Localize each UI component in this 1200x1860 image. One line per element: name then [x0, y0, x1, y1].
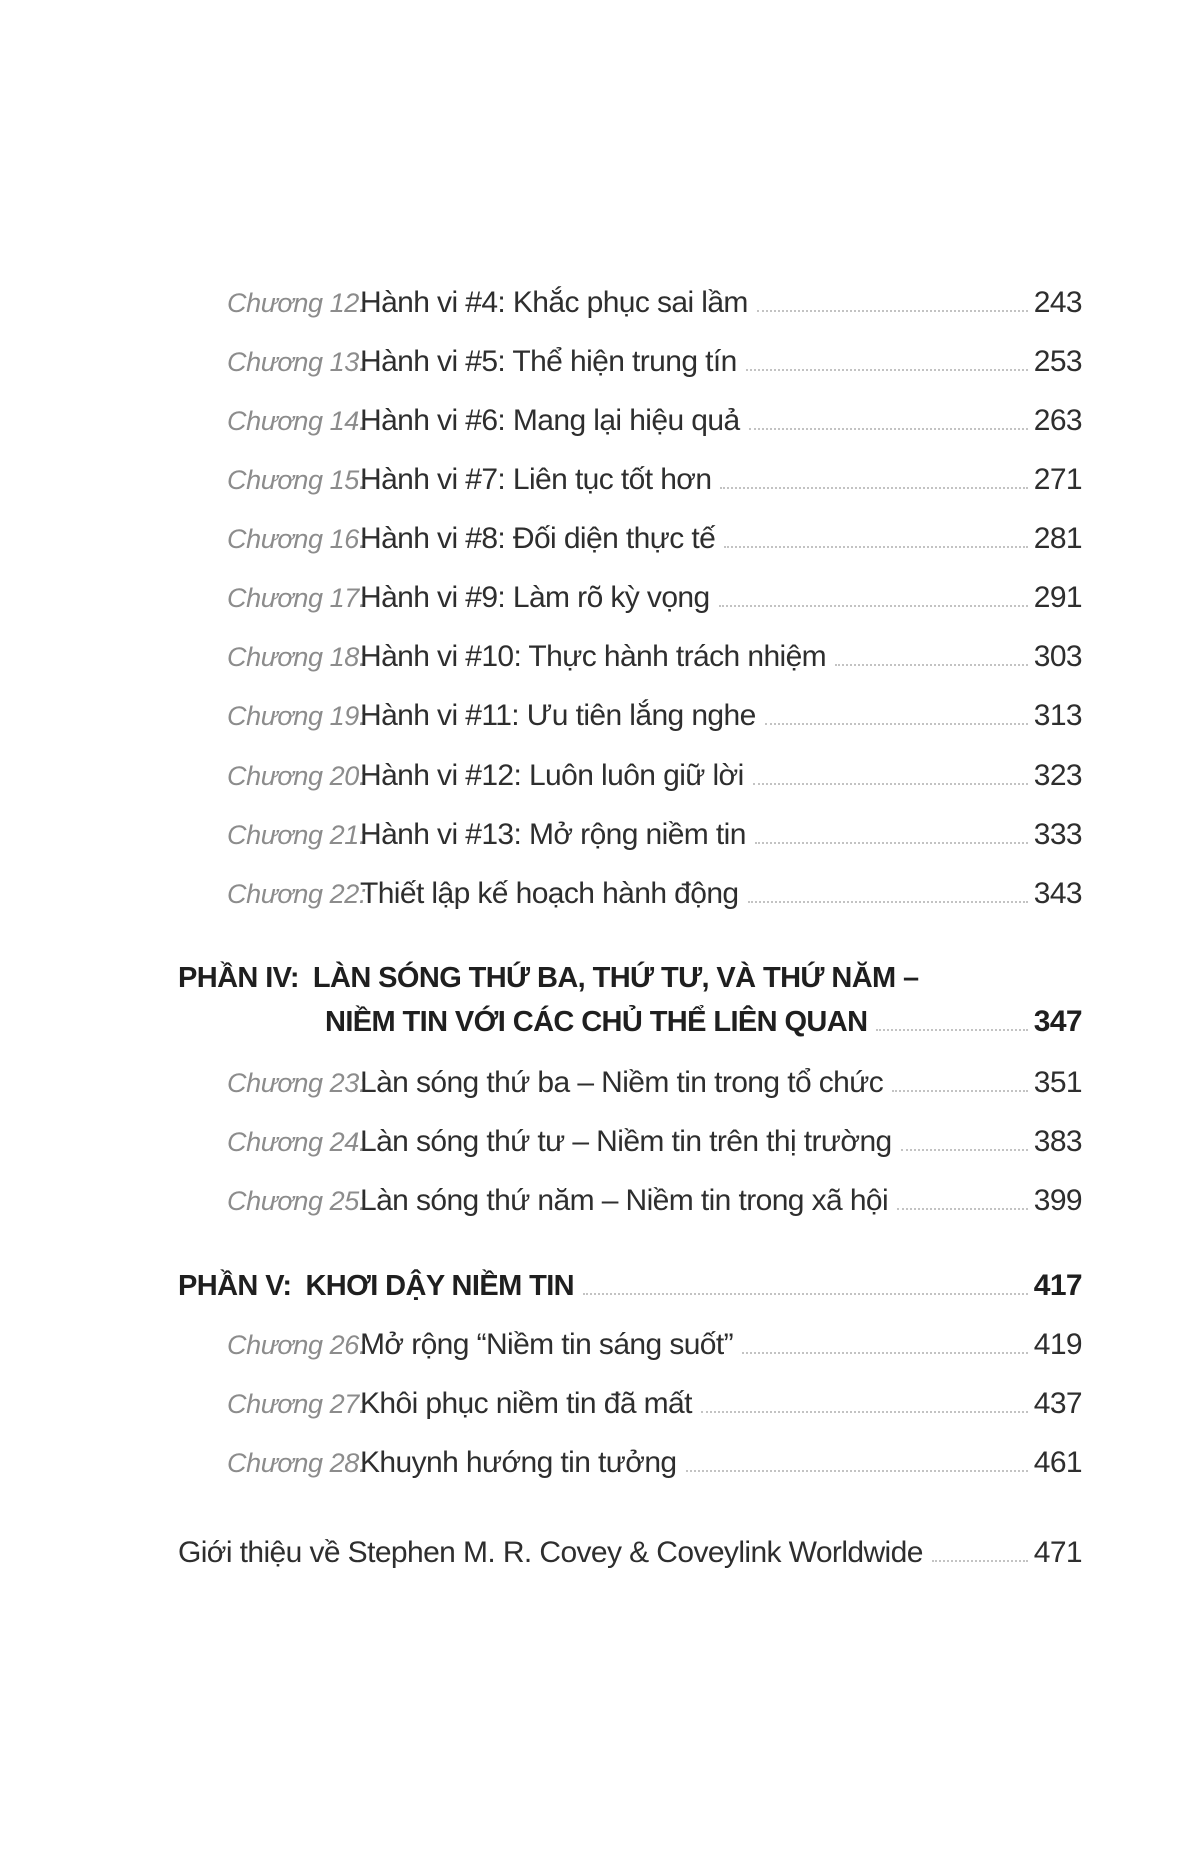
chapter-title: Làn sóng thứ năm – Niềm tin trong xã hội — [360, 1184, 889, 1217]
toc-entry-chapter-19 — [227, 694, 1082, 738]
toc-entry-chapter-25 — [227, 1179, 1082, 1223]
dot-leader — [757, 310, 1028, 312]
section-title-line-1: LÀN SÓNG THỨ BA, THỨ TƯ, VÀ THỨ NĂM – — [312, 962, 919, 994]
dot-leader — [746, 369, 1028, 371]
chapter-label: Chương 28: — [227, 1448, 367, 1478]
chapter-title: Hành vi #6: Mang lại hiệu quả — [360, 404, 740, 437]
toc-entry-chapter-21 — [227, 813, 1082, 857]
chapter-label: Chương 27: — [227, 1389, 367, 1419]
chapter-title: Hành vi #13: Mở rộng niềm tin — [360, 818, 746, 851]
chapter-label: Chương 23: — [227, 1068, 367, 1098]
chapter-title: Hành vi #4: Khắc phục sai lầm — [360, 286, 748, 319]
dot-leader — [748, 901, 1028, 903]
chapter-label: Chương 26: — [227, 1330, 367, 1360]
dot-leader — [719, 605, 1028, 607]
toc-entry-chapter-15 — [227, 458, 1082, 502]
toc-entry-chapter-20 — [227, 754, 1082, 798]
chapter-title: Làn sóng thứ tư – Niềm tin trên thị trường — [360, 1125, 892, 1158]
page-number: 417 — [1033, 1269, 1082, 1302]
page-number: 271 — [1033, 463, 1082, 496]
toc-entry-about-author — [178, 1531, 1082, 1575]
section-title: KHƠI DẬY NIỀM TIN — [305, 1270, 575, 1302]
page-number: 419 — [1033, 1328, 1082, 1361]
page-number: 253 — [1033, 345, 1082, 378]
page-number: 383 — [1033, 1125, 1082, 1158]
page-number: 343 — [1033, 877, 1082, 910]
chapter-title: Hành vi #8: Đối diện thực tế — [360, 522, 716, 555]
section-label: PHẦN IV: — [178, 962, 299, 994]
page-number: 461 — [1033, 1446, 1082, 1479]
chapter-label: Chương 18: — [227, 642, 367, 672]
page-number: 313 — [1033, 699, 1082, 732]
chapter-title: Hành vi #9: Làm rõ kỳ vọng — [360, 581, 710, 614]
chapter-label: Chương 21: — [227, 820, 367, 850]
about-author-title: Giới thiệu về Stephen M. R. Covey & Coveylink Worldwide — [178, 1536, 923, 1569]
dot-leader — [720, 487, 1027, 489]
section-title-line-2: NIỀM TIN VỚI CÁC CHỦ THỂ LIÊN QUAN — [325, 1006, 868, 1038]
toc-entry-chapter-27 — [227, 1382, 1082, 1426]
dot-leader — [901, 1149, 1028, 1151]
page-number: 437 — [1033, 1387, 1082, 1420]
chapter-title: Hành vi #12: Luôn luôn giữ lời — [360, 759, 744, 792]
page-number: 303 — [1033, 640, 1082, 673]
chapter-title: Mở rộng “Niềm tin sáng suốt” — [360, 1328, 734, 1361]
toc-entry-chapter-23 — [227, 1061, 1082, 1105]
dot-leader — [892, 1090, 1028, 1092]
toc-entry-chapter-17 — [227, 576, 1082, 620]
dot-leader — [897, 1208, 1028, 1210]
page-number: 263 — [1033, 404, 1082, 437]
chapter-label: Chương 22: — [227, 879, 367, 909]
chapter-label: Chương 14: — [227, 406, 367, 436]
page-number: 351 — [1033, 1066, 1082, 1099]
dot-leader — [686, 1470, 1028, 1472]
chapter-title: Hành vi #7: Liên tục tốt hơn — [360, 463, 712, 496]
chapter-label: Chương 25: — [227, 1186, 367, 1216]
dot-leader — [932, 1560, 1028, 1562]
chapter-label: Chương 17: — [227, 583, 367, 613]
toc-entry-chapter-16 — [227, 517, 1082, 561]
page-number: 347 — [1033, 1005, 1082, 1038]
toc-entry-part-4-line-2 — [325, 1000, 1082, 1044]
toc-entry-chapter-14 — [227, 399, 1082, 443]
page-number: 323 — [1033, 759, 1082, 792]
chapter-label: Chương 16: — [227, 524, 367, 554]
dot-leader — [701, 1411, 1028, 1413]
chapter-title: Khôi phục niềm tin đã mất — [360, 1387, 692, 1420]
page-number: 471 — [1033, 1536, 1082, 1569]
chapter-title: Hành vi #11: Ưu tiên lắng nghe — [360, 699, 756, 732]
chapter-title: Thiết lập kế hoạch hành động — [360, 877, 739, 910]
section-label: PHẦN V: — [178, 1270, 292, 1302]
dot-leader — [876, 1029, 1027, 1031]
chapter-label: Chương 15: — [227, 465, 367, 495]
toc-entry-part-5 — [178, 1264, 1082, 1308]
chapter-label: Chương 20: — [227, 761, 367, 791]
dot-leader — [742, 1352, 1028, 1354]
page-number: 291 — [1033, 581, 1082, 614]
toc-entry-chapter-26 — [227, 1323, 1082, 1367]
dot-leader — [755, 842, 1028, 844]
chapter-label: Chương 13: — [227, 347, 367, 377]
chapter-label: Chương 19: — [227, 701, 367, 731]
page-number: 333 — [1033, 818, 1082, 851]
dot-leader — [583, 1293, 1028, 1295]
toc-entry-chapter-28 — [227, 1441, 1082, 1485]
toc-entry-chapter-22 — [227, 872, 1082, 916]
page-number: 281 — [1033, 522, 1082, 555]
chapter-title: Khuynh hướng tin tưởng — [360, 1446, 677, 1479]
dot-leader — [835, 664, 1028, 666]
dot-leader — [765, 723, 1028, 725]
page-number: 243 — [1033, 286, 1082, 319]
toc-entry-chapter-18 — [227, 635, 1082, 679]
toc-entry-chapter-24 — [227, 1120, 1082, 1164]
chapter-title: Làn sóng thứ ba – Niềm tin trong tổ chức — [360, 1066, 884, 1099]
chapter-label: Chương 24: — [227, 1127, 367, 1157]
chapter-label: Chương 12: — [227, 288, 367, 318]
dot-leader — [753, 783, 1028, 785]
page-number: 399 — [1033, 1184, 1082, 1217]
dot-leader — [724, 546, 1028, 548]
toc-entry-part-4-line-1 — [178, 956, 1082, 1000]
dot-leader — [749, 428, 1028, 430]
chapter-title: Hành vi #5: Thể hiện trung tín — [360, 345, 737, 378]
chapter-title: Hành vi #10: Thực hành trách nhiệm — [360, 640, 827, 673]
toc-entry-chapter-12 — [227, 281, 1082, 325]
toc-entry-chapter-13 — [227, 340, 1082, 384]
